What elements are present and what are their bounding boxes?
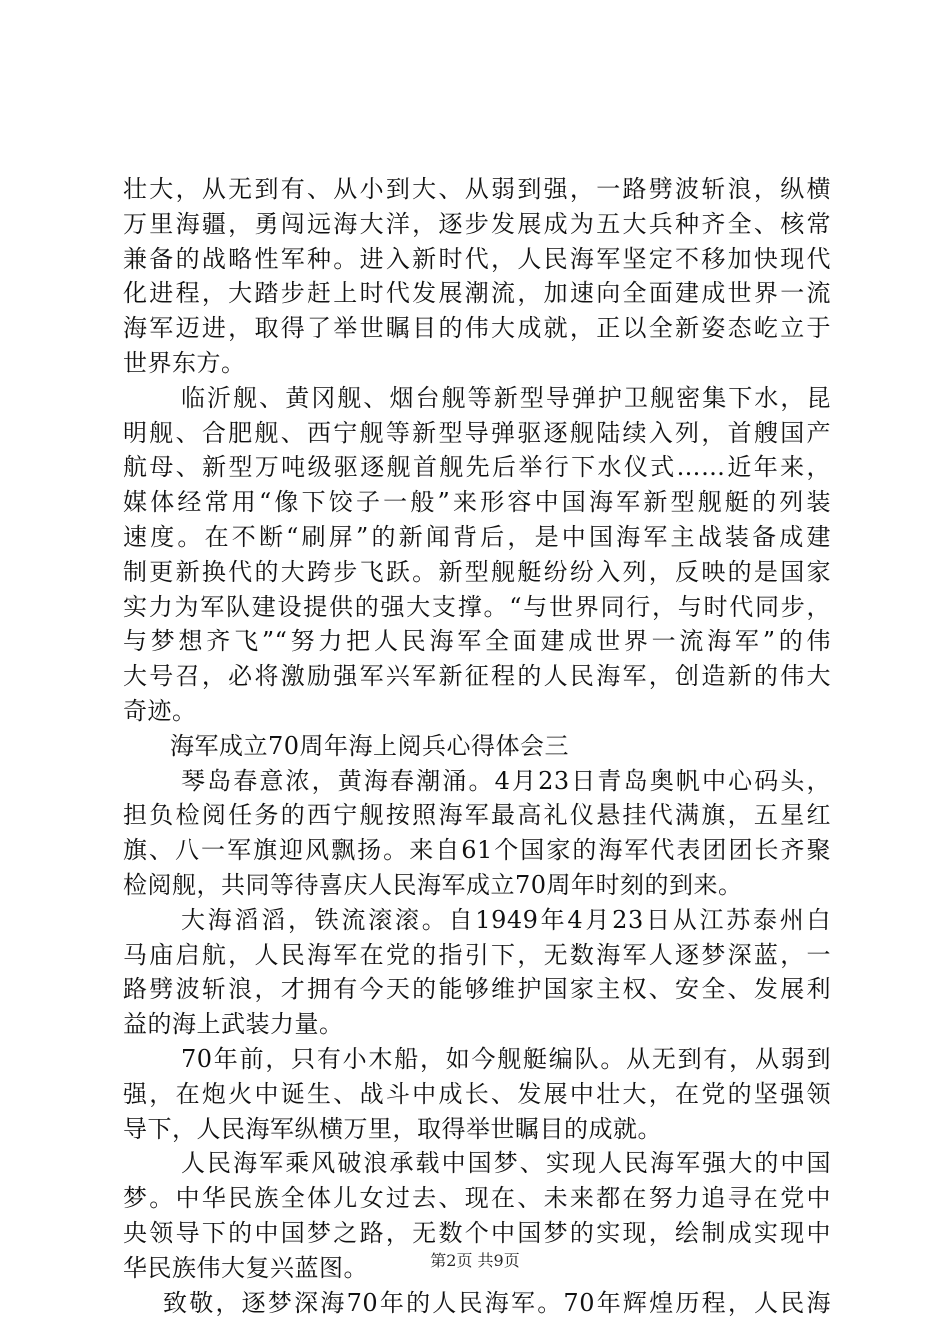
text-line: 奇迹。 <box>123 696 197 725</box>
text-line: 制更新换代的大跨步飞跃。新型舰艇纷纷入列，反映的是国家 <box>123 557 831 586</box>
text-line: 导下，人民海军纵横万里，取得举世瞩目的成就。 <box>123 1114 662 1143</box>
text-line: 央领导下的中国梦之路，无数个中国梦的实现，绘制成实现中 <box>123 1218 831 1247</box>
text-line: 与梦想齐飞”“努力把人民海军全面建成世界一流海军”的伟 <box>123 627 831 656</box>
text-line: 世界东方。 <box>123 348 246 377</box>
text-line: 大号召，必将激励强军兴军新征程的人民海军，创造新的伟大 <box>123 662 831 691</box>
paragraph-start-line: 琴岛春意浓，黄海春潮涌。4月23日青岛奥帆中心码头， <box>181 766 831 795</box>
text-line: 媒体经常用“像下饺子一般”来形容中国海军新型舰艇的列装 <box>123 488 831 517</box>
section-heading: 海军成立70周年海上阅兵心得体会三 <box>170 731 570 760</box>
paragraph-start-line: 致敬，逐梦深海70年的人民海军。70年辉煌历程，人民海 <box>163 1288 831 1317</box>
text-line: 化进程，大踏步赶上时代发展潮流，加速向全面建成世界一流 <box>123 279 831 308</box>
document-body <box>123 172 831 1320</box>
paragraph-start-line: 70年前，只有小木船，如今舰艇编队。从无到有，从弱到 <box>181 1044 831 1073</box>
text-line: 旗、八一军旗迎风飘扬。来自61个国家的海军代表团团长齐聚 <box>123 836 831 865</box>
paragraph-start-line: 人民海军乘风破浪承载中国梦、实现人民海军强大的中国 <box>181 1149 831 1178</box>
paragraph-start-line: 大海滔滔，铁流滚滚。自1949年4月23日从江苏泰州白 <box>181 905 831 934</box>
text-line: 路劈波斩浪，才拥有今天的能够维护国家主权、安全、发展利 <box>123 975 831 1004</box>
text-line: 海军迈进，取得了举世瞩目的伟大成就，正以全新姿态屹立于 <box>123 314 831 343</box>
text-line: 壮大，从无到有、从小到大、从弱到强，一路劈波斩浪，纵横 <box>123 175 831 203</box>
text-line: 华民族伟大复兴蓝图。 <box>123 1253 368 1282</box>
text-line: 航母、新型万吨级驱逐舰首舰先后举行下水仪式……近年来， <box>123 453 831 482</box>
text-line: 万里海疆，勇闯远海大洋，逐步发展成为五大兵种齐全、核常 <box>123 209 831 238</box>
page-number-footer: 第2页 共9页 <box>430 1251 520 1270</box>
paragraph-start-line: 临沂舰、黄冈舰、烟台舰等新型导弹护卫舰密集下水，昆 <box>181 383 831 412</box>
text-line: 明舰、合肥舰、西宁舰等新型导弹驱逐舰陆续入列，首艘国产 <box>123 418 831 447</box>
text-line: 马庙启航，人民海军在党的指引下，无数海军人逐梦深蓝，一 <box>123 940 831 969</box>
text-line: 兼备的战略性军种。进入新时代，人民海军坚定不移加快现代 <box>123 244 831 273</box>
text-line: 强，在炮火中诞生、战斗中成长、发展中壮大，在党的坚强领 <box>123 1079 831 1108</box>
text-line: 益的海上武装力量。 <box>123 1010 344 1039</box>
text-line: 速度。在不断“刷屏”的新闻背后，是中国海军主战装备成建 <box>123 522 831 551</box>
text-line: 检阅舰，共同等待喜庆人民海军成立70周年时刻的到来。 <box>123 870 743 899</box>
text-line: 担负检阅任务的西宁舰按照海军最高礼仪悬挂代满旗，五星红 <box>123 801 831 830</box>
text-line: 实力为军队建设提供的强大支撑。“与世界同行，与时代同步， <box>123 592 831 621</box>
text-line: 梦。中华民族全体儿女过去、现在、未来都在努力追寻在党中 <box>123 1184 831 1213</box>
